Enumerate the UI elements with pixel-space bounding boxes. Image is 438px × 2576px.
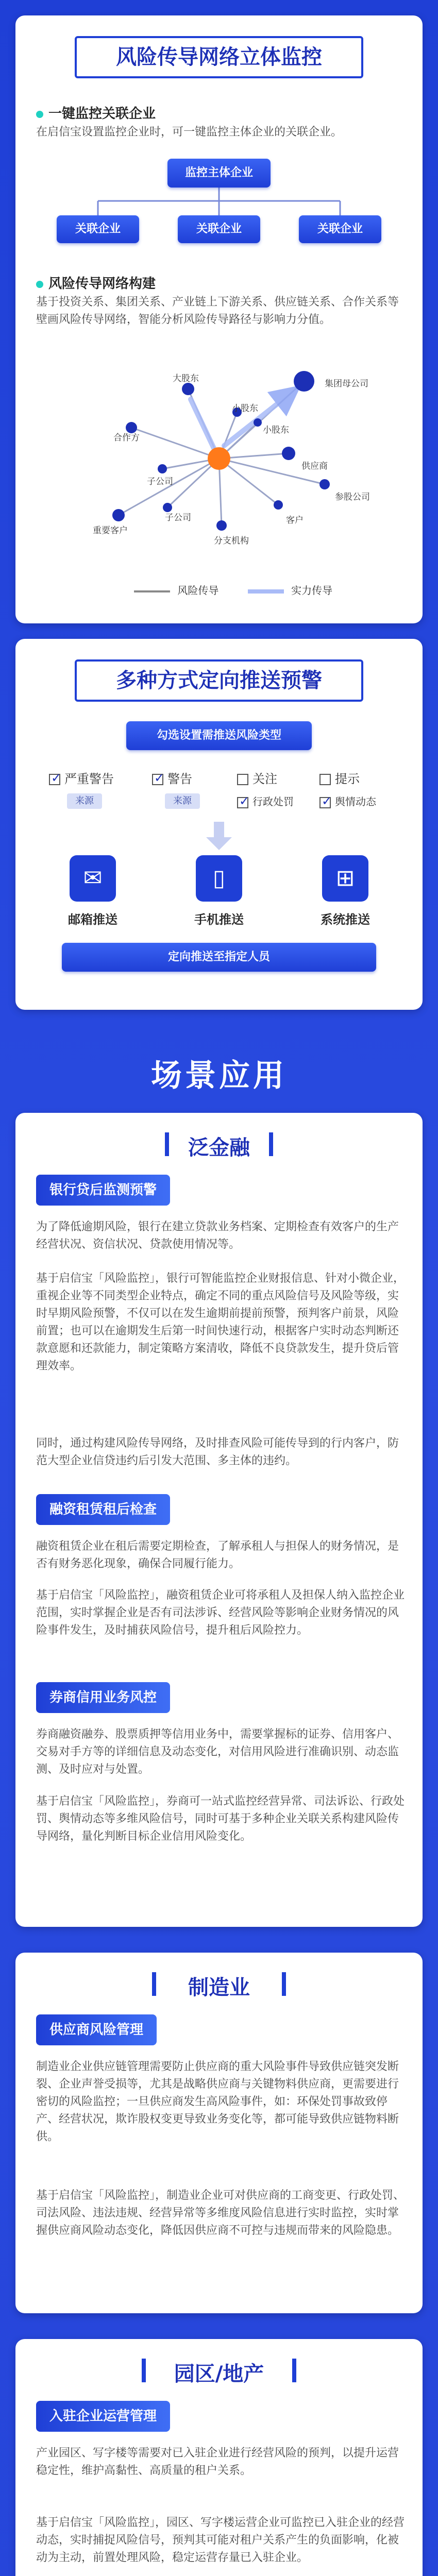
checkbox-penalty[interactable] bbox=[237, 793, 294, 808]
node-label: 子公司 bbox=[165, 513, 191, 523]
node-label: 分支机构 bbox=[214, 536, 249, 546]
network-heading bbox=[36, 273, 156, 292]
phone-icon[interactable]: ▯ bbox=[196, 855, 242, 902]
one-click-heading-text: 一键监控关联企业 bbox=[48, 106, 156, 122]
system-push-label: 系统推送 bbox=[321, 912, 370, 927]
checkbox-label: 关注 bbox=[252, 772, 277, 786]
tag-broker-credit: 券商信用业务风控 bbox=[36, 1682, 170, 1713]
legend bbox=[134, 582, 340, 598]
node-label: 重要客户 bbox=[93, 526, 128, 536]
checkbox-severe[interactable] bbox=[49, 769, 114, 787]
node-label: 大股东 bbox=[173, 374, 199, 384]
child-node-pill: 关联企业 bbox=[57, 215, 139, 243]
title-bar-right bbox=[269, 1132, 273, 1156]
bullet-dot-icon bbox=[36, 111, 43, 118]
node-label: 集团母公司 bbox=[325, 379, 368, 389]
checkbox-icon bbox=[319, 774, 331, 785]
park-title: 园区/地产 bbox=[174, 2362, 264, 2386]
checkbox-label: 提示 bbox=[335, 772, 360, 786]
leasing-para-2: 基于启信宝「风险监控」，融资租赁企业可将承租人及担保人纳入监控企业范围，实时掌握企业是否有司法涉诉、经营风险等影响企业财务情况的风险事件发生，及时捕获风险信号，提升租后风险控力。 bbox=[36, 1589, 405, 1637]
main-node-pill: 监控主体企业 bbox=[167, 159, 271, 188]
title-bar-right bbox=[292, 2359, 296, 2382]
supplier-para-2: 基于启信宝「风险监控」，制造业企业可对供应商的工商变更、行政处罚、司法风险、违法违规、经营异常等多维度风险信息进行实时监控，实时掌握供应商风险动态变化，降低因供应商不可控与违规而带来的风险隐患。 bbox=[36, 2189, 405, 2238]
section1-title: 风险传导网络立体监控 bbox=[75, 36, 363, 78]
one-click-heading bbox=[36, 103, 156, 122]
checkbox-attention[interactable] bbox=[237, 769, 277, 787]
risk-network-card bbox=[15, 15, 423, 623]
child-node-pill: 关联企业 bbox=[178, 215, 260, 243]
center-node bbox=[208, 447, 230, 470]
node-label: 供应商 bbox=[301, 461, 328, 471]
checkbox-icon bbox=[49, 774, 60, 785]
title-bar-left bbox=[152, 1972, 156, 1996]
tag-leasing: 融资租赁租后检查 bbox=[36, 1494, 170, 1525]
bullet-dot-icon bbox=[36, 281, 43, 288]
title-bar-left bbox=[142, 2359, 146, 2382]
park-card bbox=[15, 2339, 423, 2576]
title-bar-right bbox=[282, 1972, 286, 1996]
checkbox-icon bbox=[237, 774, 248, 785]
tag-tenant-ops: 入驻企业运营管理 bbox=[36, 2401, 170, 2432]
checkbox-warning[interactable] bbox=[152, 769, 192, 787]
node-label: 小股东 bbox=[263, 425, 289, 435]
email-icon[interactable]: ✉ bbox=[70, 855, 116, 902]
leasing-para-1: 融资租赁企业在租后需要定期检查，了解承租人与担保人的财务情况，是否有财务恶化现象，确保合同履行能力。 bbox=[36, 1540, 399, 1571]
push-card bbox=[15, 639, 423, 1010]
checkbox-notice[interactable] bbox=[319, 769, 360, 787]
checkbox-label: 警告 bbox=[167, 772, 192, 786]
checkbox-opinion[interactable] bbox=[319, 793, 376, 808]
node-label: 合作方 bbox=[113, 433, 140, 443]
finance-title: 泛金融 bbox=[188, 1136, 250, 1160]
bank-para-3: 同时，通过构建风险传导网络，及时排查风险可能传导到的行内客户，防范大型企业信贷违约后引发大范围、多主体的违约。 bbox=[36, 1437, 399, 1468]
broker-para-1: 券商融资融券、股票质押等信用业务中，需要掌握标的证券、信用客户、交易对手方等的详细信息及动态变化，对信用风险进行准确识别、动态监测、及时应对与处置。 bbox=[36, 1728, 399, 1776]
checkbox-label: 严重警告 bbox=[64, 772, 114, 786]
tenant-para-1: 产业园区、写字楼等需要对已入驻企业进行经营风险的预判，以提升运营稳定性，维护高黏性、高质量的租户关系。 bbox=[36, 2447, 399, 2478]
checkbox-icon bbox=[152, 774, 163, 785]
supplier-para-1: 制造业企业供应链管理需要防止供应商的重大风险事件导致供应链突发断裂、企业声誉受损等，尤其是战略供应商与关键物料供应商，更需要进行密切的风险监控；一旦供应商发生高风险事件，如：环保处罚事故致停产、经营状况，欺诈股权变更导致业务变化等，都可能导致供应链物料断供。 bbox=[36, 2060, 399, 2144]
node-label: 参股公司 bbox=[335, 492, 370, 502]
legend-line-strength bbox=[248, 589, 284, 594]
checkbox-label: 舆情动态 bbox=[335, 795, 376, 808]
broker-para-2: 基于启信宝「风险监控」，券商可一站式监控经营异常、司法诉讼、行政处罚、舆情动态等多维风险信号，同时可基于多种企业关联关系构建风险传导网络，量化判断目标企业信用风险变化。 bbox=[36, 1795, 405, 1843]
email-push-label: 邮箱推送 bbox=[68, 912, 117, 927]
bank-para-2: 基于启信宝「风险监控」，银行可智能监控企业财报信息、针对小微企业，重视企业等不同类型企业特点，确定不同的重点风险信号及风险等级，实时早期风险预警，不仅可以在发生逾期前提前预警，预判客户前景，风险前置；也可以在逾期发生后第一时间快速行动，根据客户实时动态判断还款意愿和还款能力，制定策略方案清收，降低不良贷款发生，提升贷后管理效率。 bbox=[36, 1272, 405, 1373]
scene-title: 场景应用 bbox=[151, 1058, 287, 1094]
child-node-pill: 关联企业 bbox=[299, 215, 381, 243]
legend-risk-label: 风险传导 bbox=[177, 584, 219, 597]
push-arrows bbox=[15, 822, 423, 853]
legend-strength-label: 实力传导 bbox=[291, 584, 333, 597]
checkbox-icon bbox=[237, 797, 248, 808]
manufacturing-card bbox=[15, 1953, 423, 2313]
risk-type-pill[interactable]: 勾选设置需推送风险类型 bbox=[126, 721, 312, 750]
network-heading-text: 风险传导网络构建 bbox=[48, 276, 156, 292]
legend-line-risk bbox=[134, 590, 170, 592]
target-person-pill[interactable]: 定向推送至指定人员 bbox=[62, 943, 376, 972]
system-icon[interactable]: ⊞ bbox=[322, 855, 368, 902]
phone-push-label: 手机推送 bbox=[194, 912, 244, 927]
tag-supplier-risk: 供应商风险管理 bbox=[36, 2014, 157, 2045]
section2-title: 多种方式定向推送预警 bbox=[75, 659, 363, 702]
source-tag: 来源 bbox=[67, 793, 102, 809]
network-desc: 基于投资关系、集团关系、产业链上下游关系、供应链关系、合作关系等壁画风险传导网络，智能分析风险传导路径与影响力分值。 bbox=[36, 296, 399, 327]
manufacturing-title: 制造业 bbox=[188, 1976, 250, 1999]
node-label: 子公司 bbox=[147, 477, 173, 487]
bank-para-1: 为了降低逾期风险，银行在建立贷款业务档案、定期检查有效客户的生产经营状况、资信状况、贷款使用情况等。 bbox=[36, 1221, 399, 1251]
finance-card bbox=[15, 1113, 423, 1927]
node-label: 客户 bbox=[286, 515, 304, 526]
tenant-para-2: 基于启信宝「风险监控」，园区、写字楼运营企业可监控已入驻企业的经营动态，实时捕捉风险信号，预判其可能对租户关系产生的负面影响，化被动为主动，前置处理风险，稳定运营存量已入驻企业。 bbox=[36, 2516, 405, 2565]
checkbox-label: 行政处罚 bbox=[252, 795, 294, 808]
source-tag: 来源 bbox=[165, 793, 200, 809]
tag-bank-post-loan: 银行贷后监测预警 bbox=[36, 1175, 170, 1206]
one-click-desc: 在启信宝设置监控企业时，可一键监控主体企业的关联企业。 bbox=[36, 126, 343, 139]
title-bar-left bbox=[165, 1132, 169, 1156]
checkbox-icon bbox=[319, 797, 331, 808]
node-label: 小股东 bbox=[232, 403, 258, 414]
